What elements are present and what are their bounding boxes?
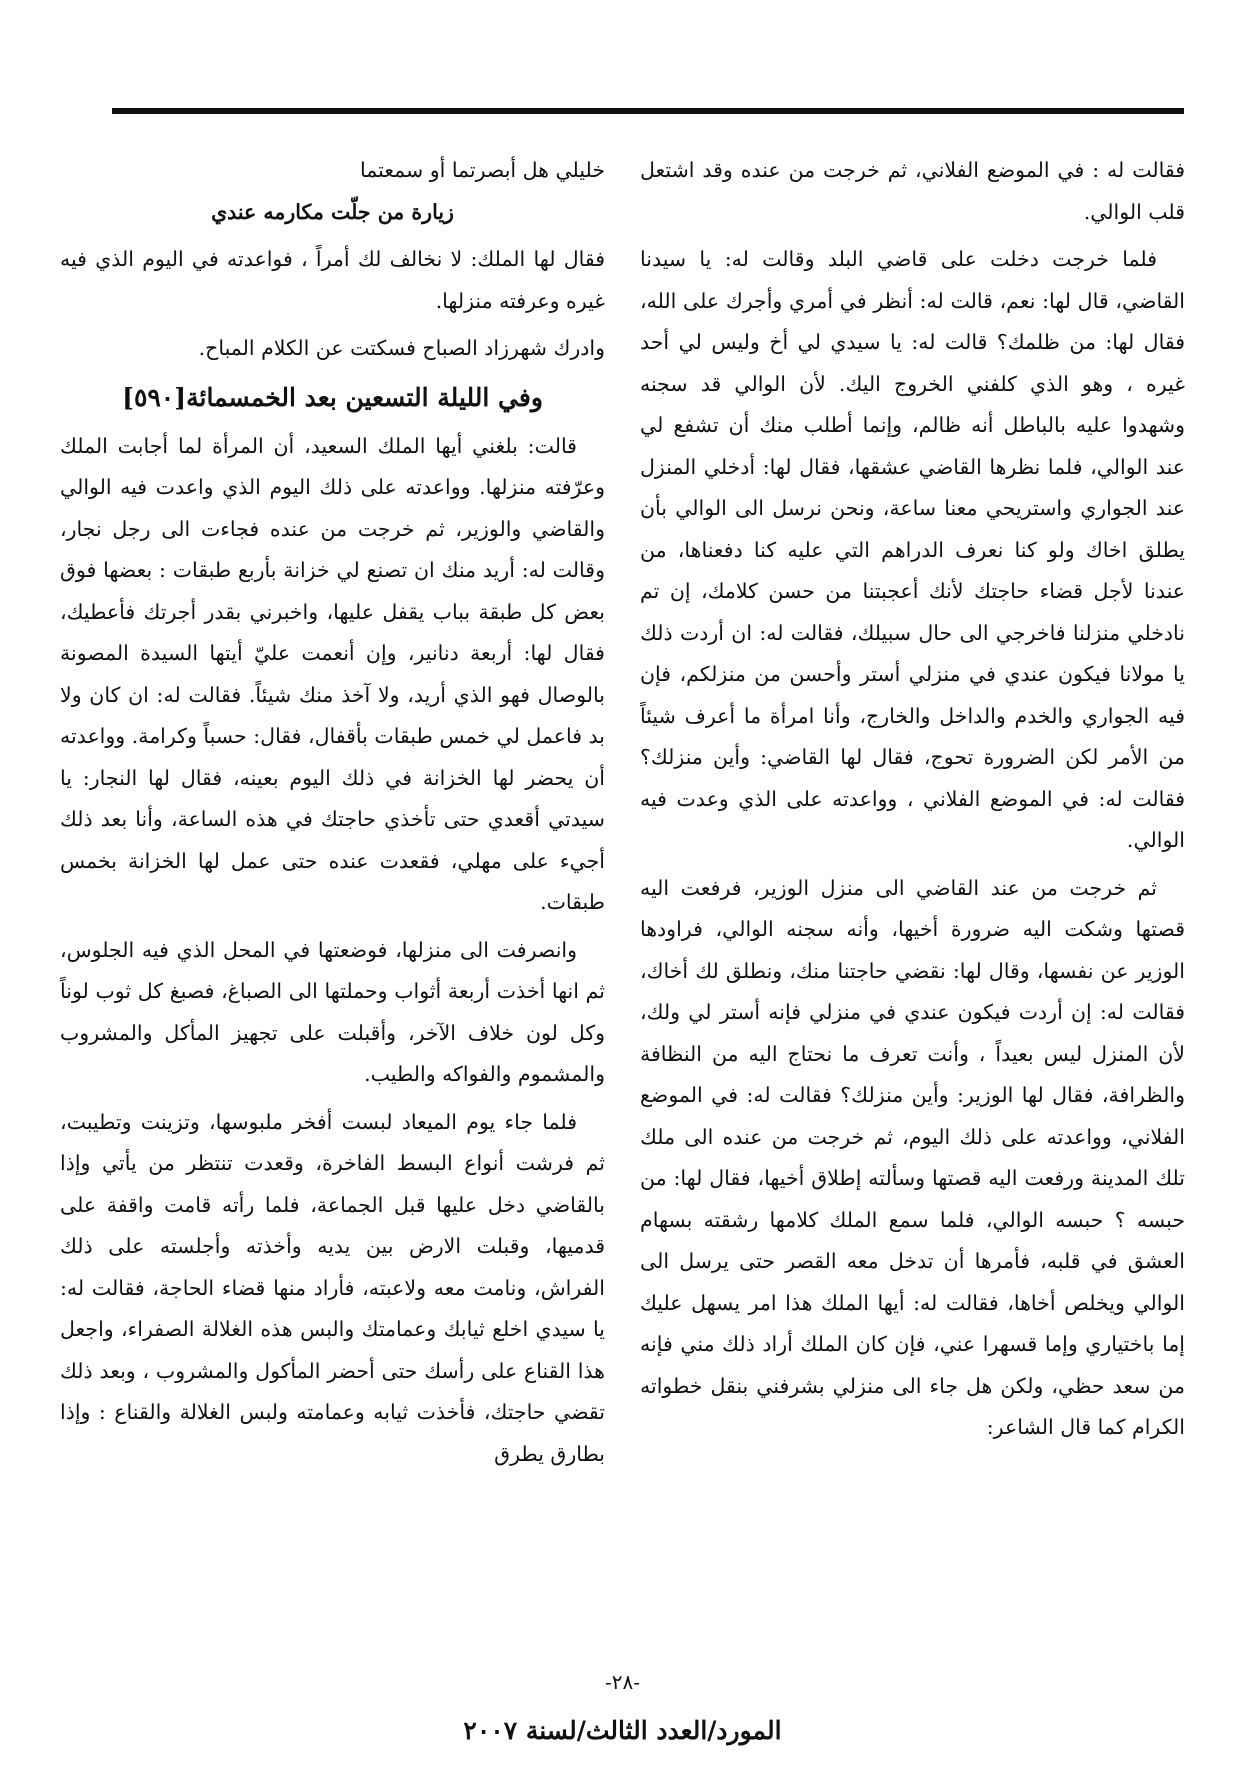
paragraph: فقال لها الملك: لا نخالف لك أمراً ، فواعدته في اليوم الذي فيه غيره وعرفته منزلها. [60,247,605,313]
paragraph: فلما خرجت دخلت على قاضي البلد وقالت له: يا سيدنا القاضي، قال لها: نعم، قالت له: أنظر في أمري وأجرك على الله، فقال لها: من ظلمك؟ قالت له: يا سيدي لي أخ وليس لي أحد غيره ، وهو الذي كلفني الخروج اليك. لأن الوالي قد سجنه وشهدوا عليه بالباطل أنه ظالم، وإنما أطلب منك أن تشفع لي عند الوالي، فلما نظرها القاضي عشقها، فقال لها: أدخلي المنزل عند الجواري واستريحي معنا ساعة، ونحن نرسل الى الوالي بأن يطلق اخاك ولو كنا نعرف الدراهم التي عليه كنا دفعناها، من عندنا لأجل قضاء حاجتك لأنك أعجبتنا من حسن كلامك، إن تم نادخلي منزلنا فاخرجي الى حال سبيلك، فقالت له: ان أردت ذلك يا مولانا فيكون عندي في منزلي أستر وأحسن من منزلكم، فإن فيه الجواري والخدم والداخل والخارج، وأنا امرأة ما أعرف شيئاً من الأمر لكن الضرورة تحوج، فقال لها القاضي: وأين منزلك؟ فقالت له: في الموضع الفلاني ، وواعدته على الذي وعدت فيه الوالي. [640,247,1185,852]
page-number: -٢٨- [604,1670,640,1694]
paragraph: فلما جاء يوم الميعاد لبست أفخر ملبوسها، وتزينت وتطيبت، ثم فرشت أنواع البسط الفاخرة، وقعدت تنتظر من يأتي وإذا بالقاضي دخل عليها قبل الجماعة، فلما رأته قامت واقفة على قدميها، وقبلت الارض بين يديه وأخذته وأجلسته على ذلك الفراش، ونامت معه ولاعبته، فأراد منها قضاء الحاجة، فقالت له: يا سيدي اخلع ثيابك وعمامتك والبس هذه الغلالة الصفراء، واجعل هذا القناع على رأسك حتى أحضر المأكول والمشروب ، وبعد ذلك تقضي حاجتك، فأخذت ثيابه وعمامته ولبس الغلالة والقناع : وإذا بطارق يطرق [60,1109,605,1466]
left-column [60,150,605,1481]
poem-verse-second: زيارة من جلّت مكارمه عندي [211,199,454,224]
top-rule [112,108,1184,114]
night-heading: وفي الليلة التسعين بعد الخمسمائة[٥٩٠] [122,382,543,412]
journal-footer: المورد/العدد الثالث/لسنة ٢٠٠٧ [463,1716,782,1745]
paragraph: قالت: بلغني أيها الملك السعيد، أن المرأة لما أجابت الملك وعرّفته منزلها. وواعدته على ذلك اليوم الذي واعدت فيه الوالي والقاضي والوزير، ثم خرجت من عنده فجاءت الى رجل نجار، وقالت له: أريد منك ان تصنع لي خزانة بأربع طبقات : بعضها فوق بعض كل طبقة بباب يقفل عليها، واخبرني بقدر أجرتك فأعطيك، فقال لها: أربعة دنانير، وإن أنعمت عليّ أيتها السيدة المصونة بالوصال فهو الذي أريد، ولا آخذ منك شيئاً. فقالت له: ان كان ولا بد فاعمل لي خمس طبقات بأقفال، فقال: حسباً وكرامة. وواعدته أن يحضر لها الخزانة في ذلك اليوم بعينه، فقال لها النجار: يا سيدتي أقعدي حتى تأخذي حاجتك في هذه الساعة، وأنا بعد ذلك أجيء على مهلي، فقعدت عنده حتى عمل لها الخزانة بخمس طبقات. [59,433,605,914]
right-column [640,150,1185,1455]
paragraph: فقالت له : في الموضع الفلاني، ثم خرجت من عنده وقد اشتعل قلب الوالي. [640,158,1185,224]
paragraph: وانصرفت الى منزلها، فوضعتها في المحل الذي فيه الجلوس، ثم انها أخذت أربعة أثواب وحملتها الى الصباغ، فصبغ كل ثوب لوناً وكل لون خلاف الآخر، وأقبلت على تجهيز المأكل والمشروب والمشموم والفواكه والطيب. [60,937,605,1086]
poem-verse-first: خليلي هل أبصرتما أو سمعتما [359,158,605,182]
paragraph: ثم خرجت من عند القاضي الى منزل الوزير، فرفعت اليه قصتها وشكت اليه ضرورة أخيها، وأنه سجنه الوالي، فراودها الوزير عن نفسها، وقال لها: نقضي حاجتنا منك، ونطلق لك أخاك، فقالت له: إن أردت فيكون عندي في منزلي فإنه أستر لي ولك، لأن المنزل ليس بعيداً ، وأنت تعرف ما نحتاج اليه من النظافة والظرافة، فقال لها الوزير: وأين منزلك؟ فقالت له: في الموضع الفلاني، وواعدته على ذلك اليوم، ثم خرجت من عنده الى ملك تلك المدينة ورفعت اليه قصتها وسألته إطلاق أخيها، فقال لها: من حبسه ؟ حبسه الوالي، فلما سمع الملك كلامها رشقته بسهام العشق في قلبه، فأمرها أن تدخل معه القصر حتى يرسل الى الوالي ويخلص أخاها، فقالت له: أيها الملك هذا امر يسهل عليك إما باختياري وإما قسهرا عني، فإن كان الملك أراد ذلك مني فإنه من سعد حظي، ولكن هل جاء الى منزلي بشرفني بنقل خطواته الكرام كما قال الشاعر: [640,875,1185,1439]
paragraph: وادرك شهرزاد الصباح فسكتت عن الكلام المباح. [198,336,605,360]
